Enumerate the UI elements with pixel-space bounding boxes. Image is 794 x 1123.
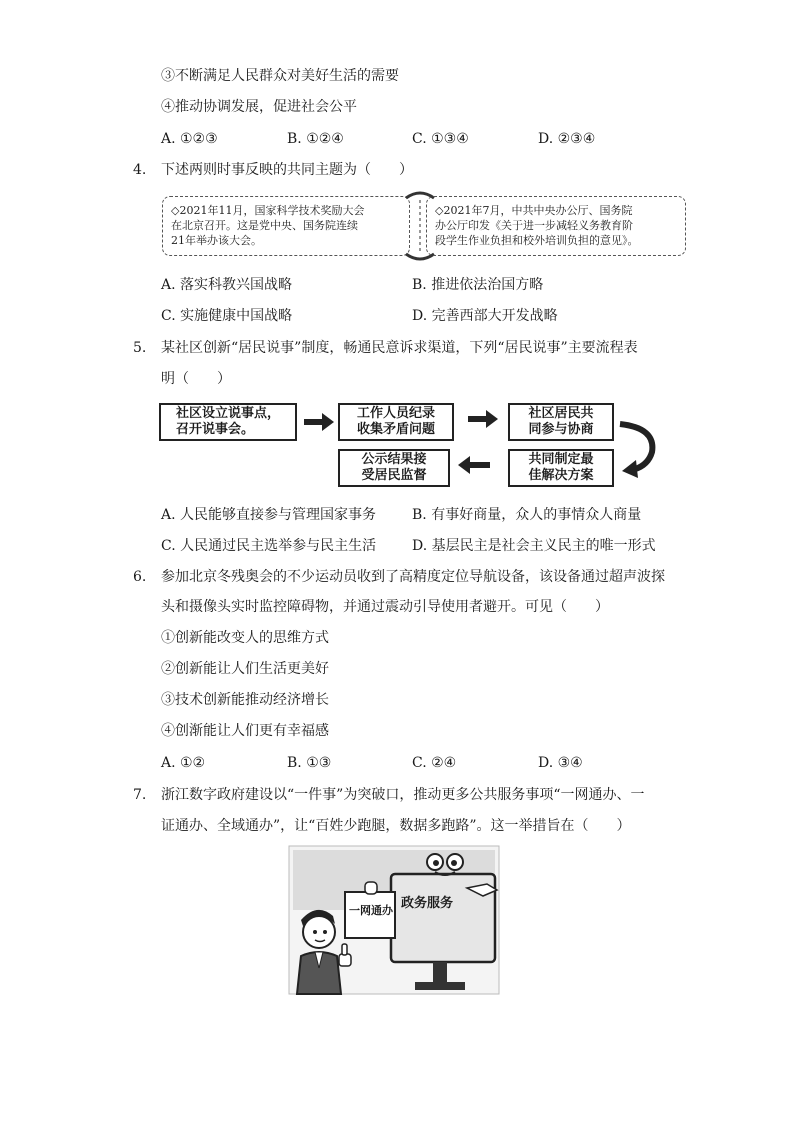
- q3-option-d: D. ②③④: [538, 131, 596, 147]
- q5-option-b: B. 有事好商量，众人的事情众人商量: [412, 507, 642, 523]
- cartoon-screen-text: 政务服务: [401, 896, 454, 911]
- government-service-cartoon: [287, 844, 501, 996]
- news-box-left: [162, 196, 410, 256]
- news-right-line-3: 段学生作业负担和校外培训负担的意见》。: [435, 234, 639, 247]
- q6-item-4: ④创渐能让人们更有幸福感: [161, 723, 329, 739]
- q4-option-d: D. 完善西部大开发战略: [412, 308, 558, 324]
- q6-option-a: A. ①②: [161, 755, 206, 771]
- q6-item-3: ③技术创新能推动经济增长: [161, 692, 329, 708]
- q4-number: 4.: [133, 162, 147, 178]
- q5-option-d: D. 基层民主是社会主义民主的唯一形式: [412, 538, 656, 554]
- q3-option-c: C. ①③④: [412, 131, 469, 147]
- flow-step-4: 共同制定最 佳解决方案: [508, 449, 614, 487]
- flow-step-3: 社区居民共 同参与协商: [508, 403, 614, 441]
- q3-item-3: ③不断满足人民群众对美好生活的需要: [161, 68, 399, 84]
- q6-item-2: ②创新能让人们生活更美好: [161, 661, 329, 677]
- q4-stem: 下述两则时事反映的共同主题为（ ）: [161, 162, 413, 178]
- news-left-line-3: 21年举办该大会。: [171, 234, 262, 247]
- cartoon-illustration: [287, 844, 501, 996]
- arrow-right-icon: [304, 413, 334, 431]
- q4-option-a: A. 落实科教兴国战略: [161, 277, 293, 293]
- q4-option-c: C. 实施健康中国战略: [161, 308, 293, 324]
- news-left-line-2: 在北京召开。这是党中央、国务院连续: [171, 219, 358, 232]
- news-box-right: [426, 196, 686, 256]
- q5-stem-line-2: 明（ ）: [161, 371, 231, 387]
- q5-option-a: A. 人民能够直接参与管理国家事务: [161, 507, 377, 523]
- q6-stem-line-1: 参加北京冬残奥会的不少运动员收到了高精度定位导航设备，该设备通过超声波探: [161, 569, 665, 585]
- q6-stem-line-2: 头和摄像头实时监控障碍物，并通过震动引导使用者避开。可见（ ）: [161, 599, 609, 615]
- arrow-left-icon: [458, 456, 490, 474]
- q5-option-c: C. 人民通过民主选举参与民主生活: [161, 538, 377, 554]
- q3-option-b: B. ①②④: [287, 131, 344, 147]
- arrow-right-icon: [468, 410, 498, 428]
- cartoon-sign-text: 一网通办: [349, 904, 393, 917]
- q3-option-a: A. ①②③: [161, 131, 218, 147]
- flow-step-2: 工作人员纪录 收集矛盾问题: [338, 403, 454, 441]
- q6-item-1: ①创新能改变人的思维方式: [161, 630, 329, 646]
- news-left-line-1: ◇2021年11月，国家科学技术奖励大会: [171, 204, 365, 217]
- q7-stem-line-2: 证通办、全域通办”，让“百姓少跑腿，数据多跑路”。这一举措旨在（ ）: [161, 818, 631, 834]
- q4-option-b: B. 推进依法治国方略: [412, 277, 544, 293]
- q7-number: 7.: [133, 787, 147, 803]
- flow-step-5: 公示结果接 受居民监督: [338, 449, 450, 487]
- curved-arrow-icon: [618, 418, 658, 480]
- q3-item-4: ④推动协调发展，促进社会公平: [161, 99, 357, 115]
- q6-option-b: B. ①③: [287, 755, 332, 771]
- flow-step-1: 社区设立说事点， 召开说事会。: [159, 403, 297, 441]
- q6-option-c: C. ②④: [412, 755, 457, 771]
- q6-option-d: D. ③④: [538, 755, 583, 771]
- news-right-line-1: ◇2021年7月，中共中央办公厅、国务院: [435, 204, 633, 217]
- q6-number: 6.: [133, 569, 147, 585]
- q7-stem-line-1: 浙江数字政府建设以“一件事”为突破口，推动更多公共服务事项“一网通办、一: [161, 787, 645, 803]
- news-right-line-2: 办公厅印发《关于进一步减轻义务教育阶: [435, 219, 633, 232]
- q5-stem-line-1: 某社区创新“居民说事”制度，畅通民意诉求渠道，下列“居民说事”主要流程表: [161, 340, 638, 356]
- q5-number: 5.: [133, 340, 147, 356]
